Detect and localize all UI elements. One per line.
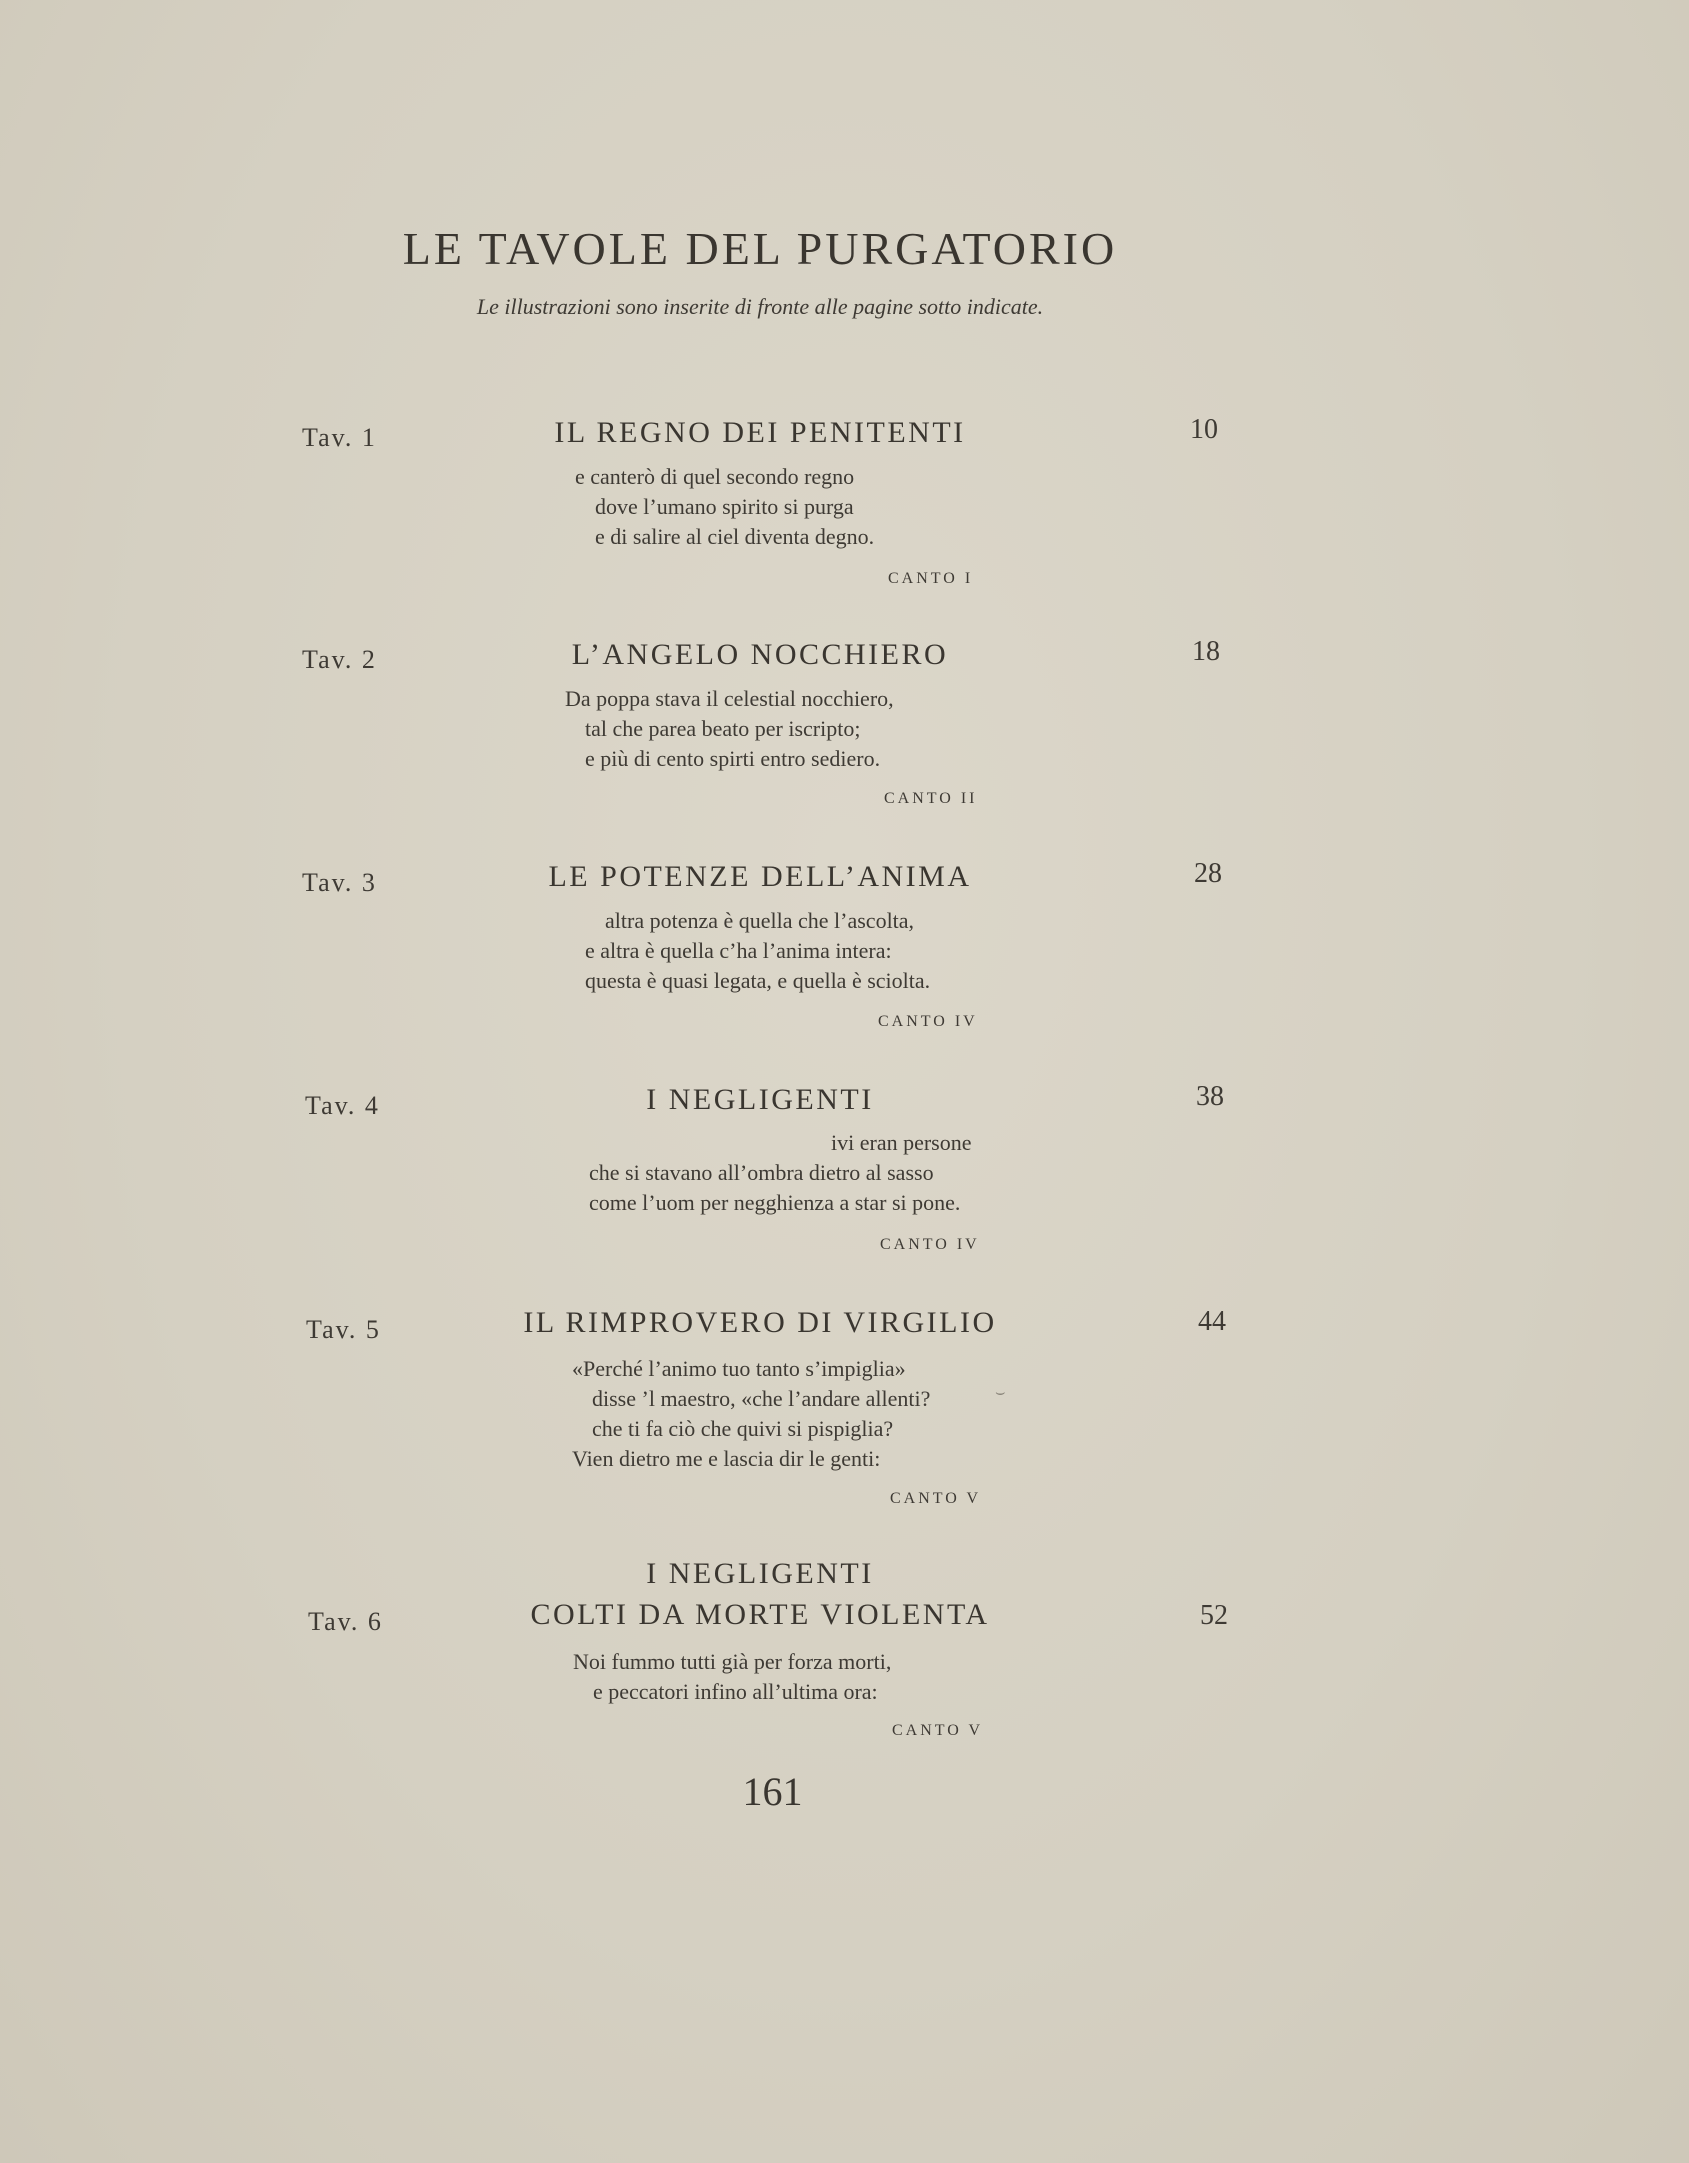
canto-reference: CANTO V <box>892 1722 984 1739</box>
verse-line: ivi eran persone <box>831 1130 972 1155</box>
verse-line: Vien dietro me e lascia dir le genti: <box>572 1446 881 1471</box>
verse-line: Noi fummo tutti già per forza morti, <box>573 1649 892 1674</box>
verse-line: Da poppa stava il celestial nocchiero, <box>565 686 894 711</box>
verse-line: disse ’l maestro, «che l’andare allenti? <box>592 1386 931 1411</box>
verse-quote <box>575 462 874 552</box>
canto-reference: CANTO IV <box>878 1013 978 1030</box>
plate-title: IL RIMPROVERO DI VIRGILIO <box>523 1306 997 1339</box>
page-reference: 44 <box>1198 1306 1226 1337</box>
plate-number: Tav. 3 <box>302 868 377 897</box>
page-title: LE TAVOLE DEL PURGATORIO <box>402 223 1118 274</box>
verse-line: tal che parea beato per iscripto; <box>585 716 861 741</box>
verse-line: e altra è quella c’ha l’anima intera: <box>585 938 892 963</box>
canto-reference: CANTO V <box>890 1490 982 1507</box>
plate-title: LE POTENZE DELL’ANIMA <box>548 860 972 893</box>
verse-quote <box>572 1354 930 1474</box>
canto-reference: CANTO II <box>884 790 978 807</box>
verse-quote <box>589 1128 972 1218</box>
verse-line: che ti fa ciò che quivi si pispiglia? <box>592 1416 894 1441</box>
page-reference: 38 <box>1196 1081 1224 1112</box>
verse-quote <box>565 684 894 774</box>
plate-number: Tav. 6 <box>308 1607 383 1636</box>
canto-reference: CANTO IV <box>880 1236 980 1253</box>
plate-title-line-2: COLTI DA MORTE VIOLENTA <box>530 1598 990 1631</box>
verse-line: dove l’umano spirito si purga <box>595 494 854 519</box>
verse-line: questa è quasi legata, e quella è sciolta. <box>585 968 931 993</box>
page-folio: 161 <box>742 1769 803 1814</box>
page-reference: 10 <box>1190 414 1218 445</box>
plate-title: I NEGLIGENTI <box>646 1083 874 1116</box>
verse-line: e peccatori infino all’ultima ora: <box>593 1679 878 1704</box>
plate-title: IL REGNO DEI PENITENTI <box>554 416 966 449</box>
pencil-mark: ⌣ <box>995 1384 1006 1401</box>
verse-quote <box>573 1647 891 1707</box>
verse-line: e di salire al ciel diventa degno. <box>595 524 875 549</box>
verse-quote <box>585 906 930 996</box>
verse-line: altra potenza è quella che l’ascolta, <box>605 908 915 933</box>
verse-line: e canterò di quel secondo regno <box>575 464 855 489</box>
page-reference: 28 <box>1194 858 1222 889</box>
canto-reference: CANTO I <box>888 570 974 587</box>
plate-number: Tav. 1 <box>302 423 377 452</box>
plate-title-line-1: I NEGLIGENTI <box>646 1557 874 1590</box>
verse-line: «Perché l’animo tuo tanto s’impiglia» <box>572 1356 906 1381</box>
page-reference: 18 <box>1192 636 1220 667</box>
plate-number: Tav. 4 <box>305 1091 380 1120</box>
page-subtitle: Le illustrazioni sono inserite di fronte alle pagine sotto indicate. <box>476 294 1044 319</box>
page-reference: 52 <box>1200 1600 1228 1631</box>
plate-number: Tav. 2 <box>302 645 377 674</box>
plate-number: Tav. 5 <box>306 1315 381 1344</box>
verse-line: come l’uom per negghienza a star si pone. <box>589 1190 961 1215</box>
verse-line: che si stavano all’ombra dietro al sasso <box>589 1160 934 1185</box>
verse-line: e più di cento spirti entro sediero. <box>585 746 881 771</box>
plate-title: L’ANGELO NOCCHIERO <box>571 638 949 671</box>
